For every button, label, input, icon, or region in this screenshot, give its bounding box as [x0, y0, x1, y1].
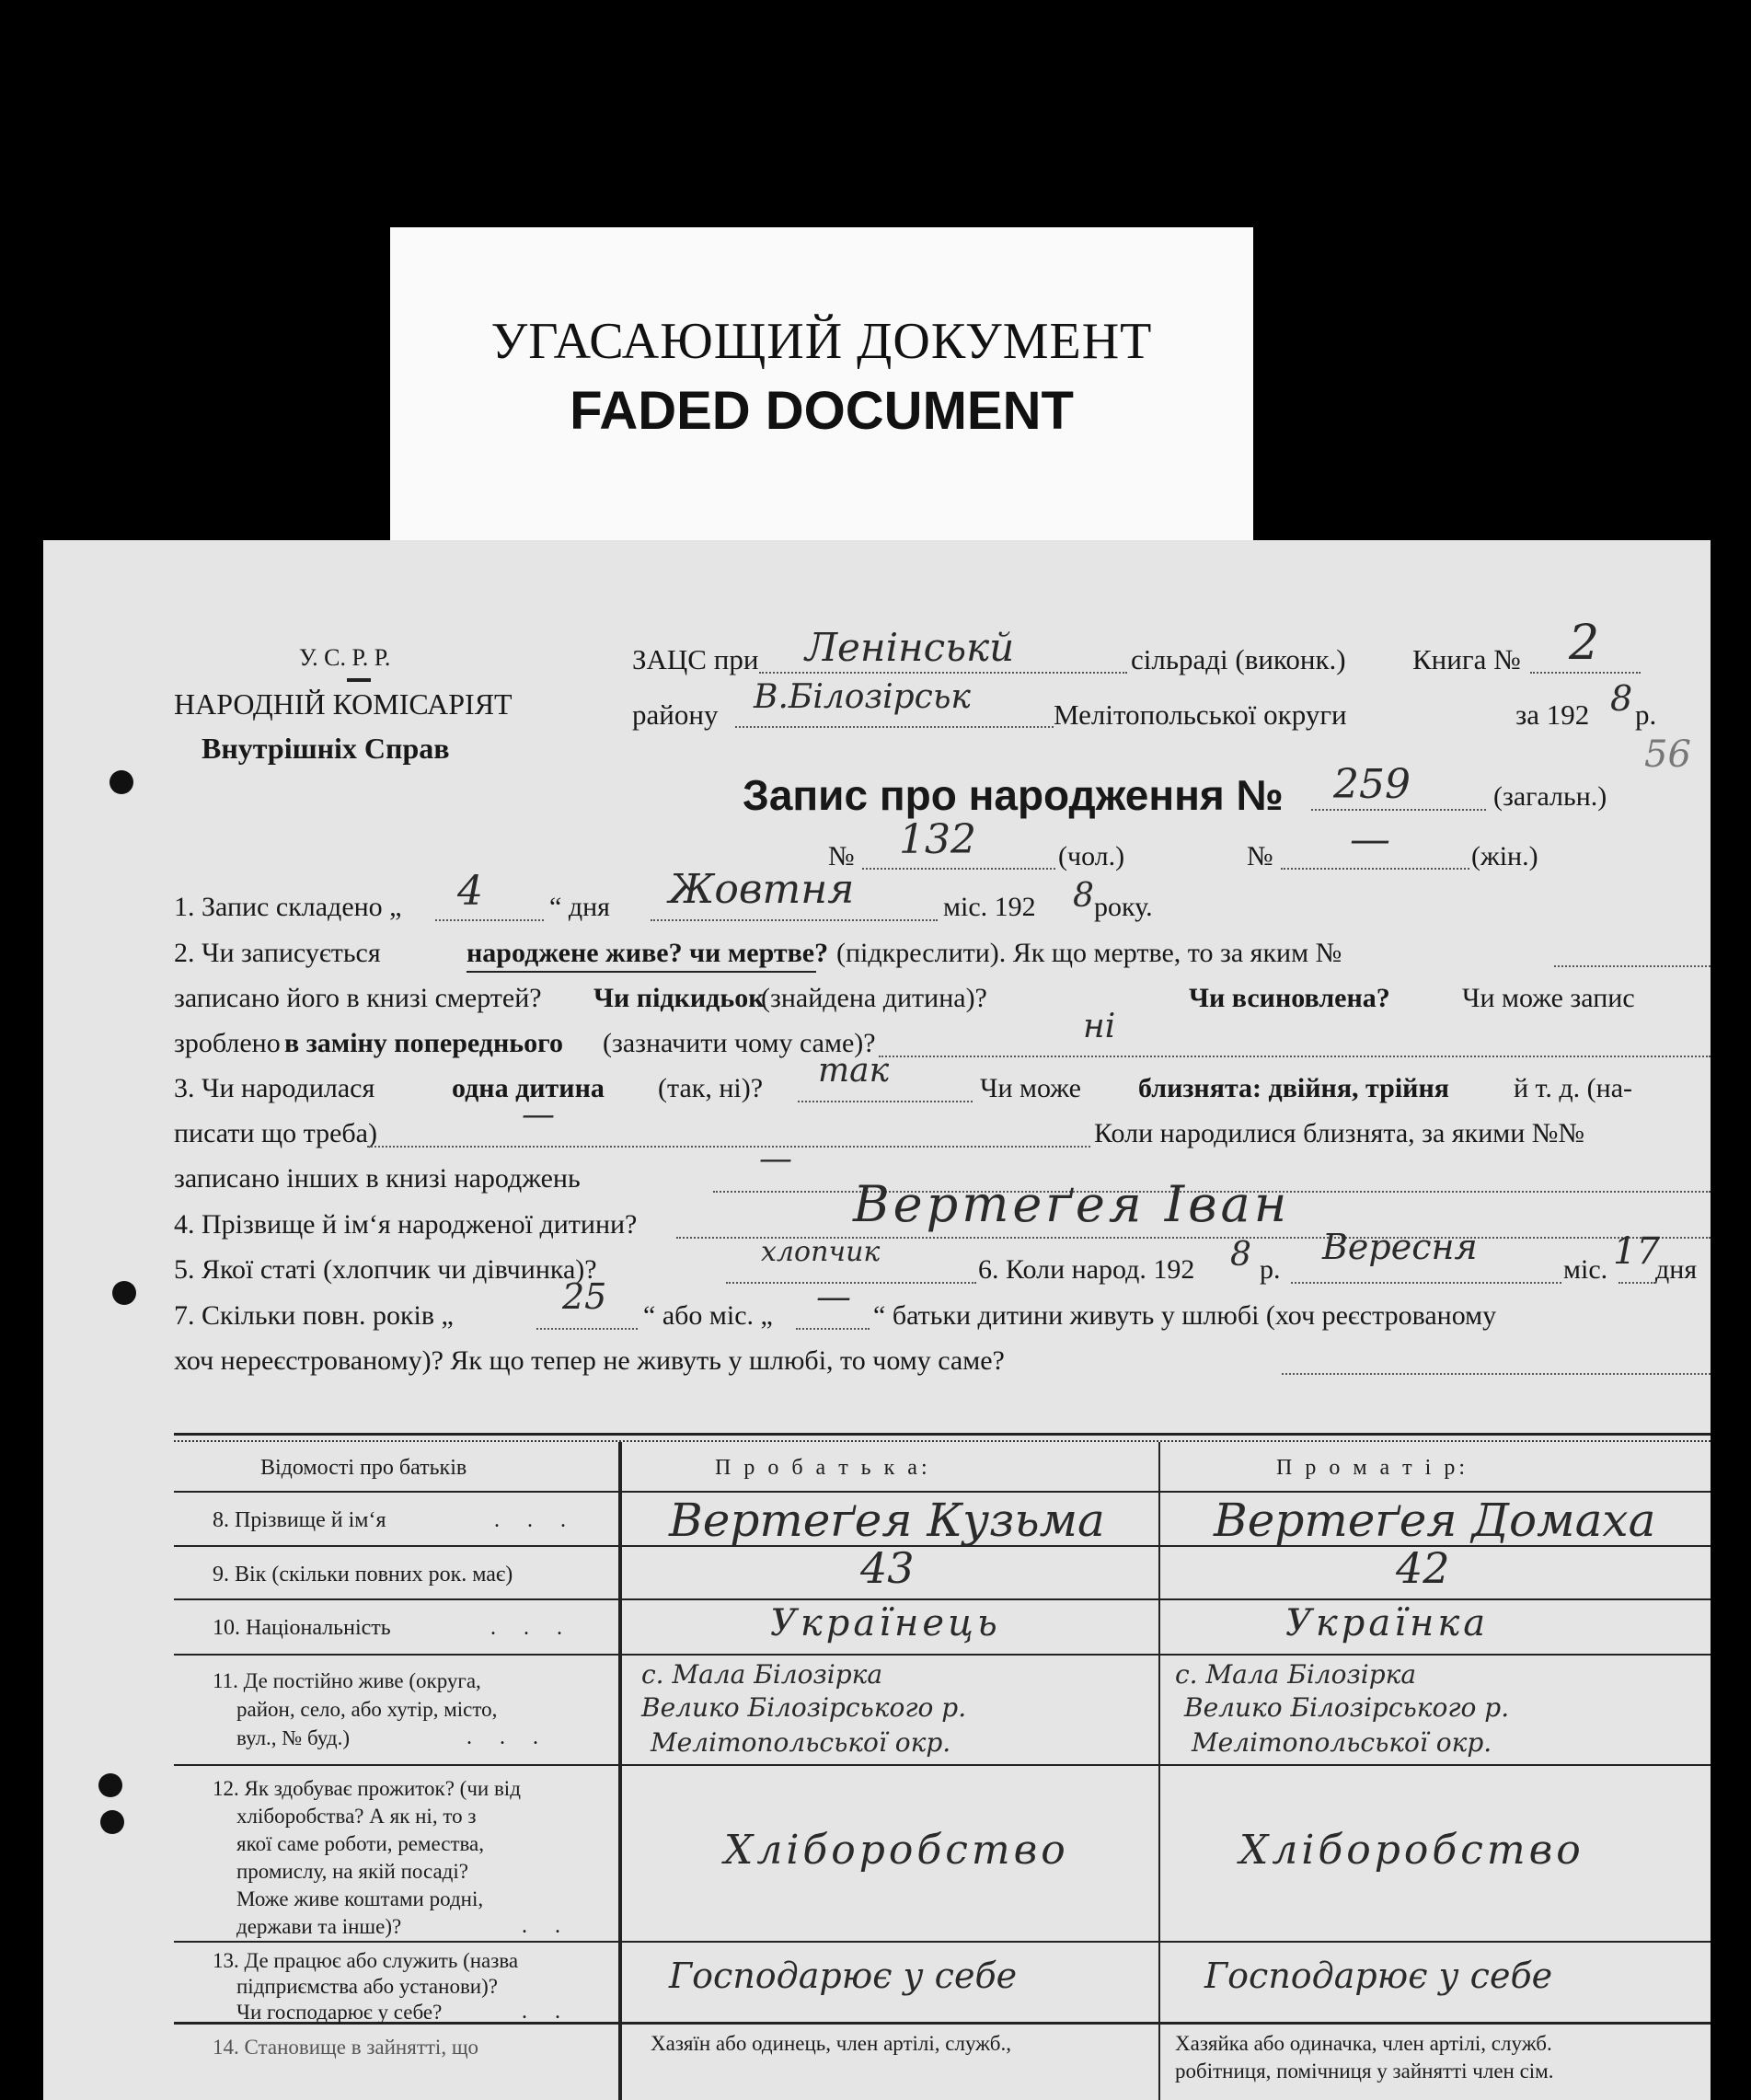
- row11-mother-3: Мелітопольської окр.: [1192, 1727, 1492, 1758]
- field1-label: 1. Запис складено „: [174, 892, 402, 922]
- row13-mother: Господарює у себе: [1204, 1956, 1553, 1996]
- field3-single: одна дитина: [452, 1073, 605, 1103]
- field6-r: р.: [1260, 1254, 1281, 1285]
- total-no-fill: [1311, 809, 1486, 811]
- field2-answer-fill: [879, 1056, 1711, 1057]
- punch-hole: [112, 1281, 136, 1305]
- field3-line2-answer: —: [522, 1096, 555, 1134]
- total-label: (загальн.): [1493, 781, 1607, 812]
- row9-label: 9. Вік (скільки повних рок. має): [213, 1563, 513, 1587]
- field3-line2-a: писати що треба): [174, 1118, 377, 1148]
- faded-document-label: [390, 227, 1253, 559]
- field2-adopted: Чи всиновлена?: [1189, 983, 1390, 1013]
- field2-line3-a: зроблено: [174, 1028, 281, 1058]
- book-fill: [1530, 672, 1641, 674]
- field5-label: 5. Якої статі (хлопчик чи дівчинка)?: [174, 1254, 597, 1285]
- field6-month-fill: [1291, 1282, 1561, 1284]
- district-prefix: району: [632, 698, 719, 731]
- field2-line2-e: Чи може запис: [1462, 983, 1635, 1013]
- table-row-rule: [174, 1598, 1711, 1600]
- field4-label: 4. Прізвище й ім‘я народженої дитини?: [174, 1209, 638, 1240]
- table-column-rule: [618, 1442, 622, 2100]
- field7-text-b: “ або міс. „: [643, 1300, 773, 1331]
- field3-answer: так: [818, 1052, 890, 1090]
- field6-label: 6. Коли народ. 192: [978, 1254, 1195, 1285]
- row13-label-2: підприємства або установи)?: [236, 1975, 498, 1998]
- field3-line3-a: записано інших в книзі народжень: [174, 1163, 581, 1194]
- table-rule: [174, 1440, 1711, 1442]
- field1-day-fill: [435, 919, 544, 921]
- field1-year: 8: [1073, 877, 1094, 915]
- field7-years-fill: [536, 1328, 638, 1330]
- punch-hole: [109, 770, 133, 794]
- female-no-fill: [1281, 868, 1469, 870]
- row11-label-3: вул., № буд.): [236, 1726, 350, 1749]
- year-value: 8: [1610, 678, 1633, 719]
- row12-label-1: 12. Як здобуває прожиток? (чи від: [213, 1777, 521, 1800]
- field7-years: 25: [562, 1276, 607, 1317]
- department: Внутрішніх Справ: [202, 732, 450, 765]
- row9-mother: 42: [1396, 1543, 1450, 1593]
- field7-months: —: [816, 1276, 851, 1317]
- field1-day: 4: [457, 868, 483, 915]
- table-row-rule: [174, 1654, 1711, 1656]
- field2-line3-c: (зазначити чому саме)?: [603, 1028, 876, 1058]
- table-row-rule: [174, 1941, 1711, 1943]
- divider: [347, 678, 371, 682]
- row12-label-6: держави та інше)?: [236, 1915, 402, 1938]
- row10-mother: Українка: [1285, 1602, 1490, 1644]
- total-number: 259: [1333, 761, 1411, 808]
- book-label: Книга №: [1412, 643, 1521, 675]
- field3-maybe: Чи може: [980, 1073, 1081, 1103]
- year-prefix: за 192: [1515, 698, 1590, 731]
- field7-line2: хоч нереєстрованому)? Як що тепер не живуть у шлюбі, то чому саме?: [174, 1345, 1005, 1376]
- punch-hole: [100, 1810, 124, 1834]
- field2-line2-c: (знайдена дитина)?: [761, 983, 987, 1013]
- row12-label-2: хліборобства? А як ні, то з: [236, 1805, 477, 1828]
- row12-label-4: промислу, на якій посаді?: [236, 1860, 468, 1883]
- corner-number: 56: [1644, 733, 1691, 776]
- book-value: 2: [1569, 616, 1600, 671]
- field1-month: Жовтня: [669, 866, 855, 913]
- field2-label: 2. Чи записується: [174, 938, 381, 968]
- field6-dnia: дня: [1655, 1254, 1698, 1285]
- table-header-father: П р о б а т ь к а:: [715, 1456, 931, 1480]
- underline: [467, 971, 816, 973]
- district-value: В.Білозірськ: [754, 678, 971, 716]
- row11-label-1: 11. Де постійно живе (округа,: [213, 1669, 481, 1692]
- row11-mother-2: Велико Білозірського р.: [1184, 1692, 1510, 1723]
- field7-text-c: “ батьки дитини живуть у шлюбі (хоч реєстрованому: [873, 1300, 1497, 1331]
- commissariat: НАРОДНІЙ КОМІСАРІЯТ: [174, 687, 513, 721]
- field1-year-prefix: міс. 192: [943, 892, 1036, 922]
- row13-label-3: Чи господарює у себе?: [236, 2001, 443, 2024]
- male-no-fill: [862, 868, 1055, 870]
- field3-line2-b: Коли народилися близнята, за якими №№: [1094, 1118, 1585, 1148]
- punch-hole: [98, 1773, 122, 1797]
- field1-roku: року.: [1094, 892, 1153, 922]
- council-suffix: сільраді (виконк.): [1131, 643, 1346, 675]
- field2-death-fill: [1554, 965, 1711, 967]
- row12-father: Хліборобство: [724, 1827, 1069, 1874]
- field6-day: 17: [1613, 1230, 1660, 1273]
- field2-alive-dead: народжене живе? чи мертве?: [467, 938, 829, 968]
- field5-fill: [726, 1282, 976, 1284]
- row8-dots: . . .: [494, 1508, 577, 1532]
- zags-prefix: ЗАЦС при: [632, 643, 759, 675]
- label-russian: УГАСАЮЩИЙ ДОКУМЕНТ: [490, 313, 1153, 370]
- okrug: Мелітопольської округи: [1054, 698, 1347, 731]
- zags-value: Ленінськй: [805, 625, 1015, 670]
- row14-mother-2: робітниця, помічниця у зайнятті член сім.: [1175, 2060, 1554, 2083]
- field1-dnia: “ дня: [549, 892, 610, 922]
- field3-etc: й т. д. (на-: [1514, 1073, 1633, 1103]
- row14-mother-1: Хазяйка або одиначка, член артілі, служб.: [1175, 2032, 1552, 2055]
- field3-label: 3. Чи народилася: [174, 1073, 375, 1103]
- table-header-info: Відомості про батьків: [260, 1456, 467, 1480]
- field2-foundling: Чи підкидьок: [593, 983, 765, 1013]
- table-row-rule: [174, 1764, 1711, 1766]
- row11-label-2: район, село, або хутір, місто,: [236, 1698, 498, 1721]
- table-rule: [174, 1433, 1711, 1436]
- male-label: (чол.): [1058, 841, 1125, 871]
- female-no-sign: №: [1247, 841, 1273, 871]
- row8-mother: Вертеґея Домаха: [1214, 1494, 1656, 1547]
- table-header-rule: [174, 1491, 1711, 1493]
- field3-answer-fill: [798, 1101, 973, 1102]
- field7-months-fill: [796, 1328, 870, 1330]
- row14-label: 14. Становище в зайнятті, що: [213, 2036, 479, 2059]
- row10-label: 10. Національність: [213, 1616, 391, 1640]
- row10-dots: . . .: [490, 1616, 573, 1640]
- birth-record-form: [43, 540, 1711, 2100]
- female-number: —: [1350, 816, 1390, 863]
- row11-mother-1: с. Мала Білозірка: [1175, 1659, 1417, 1690]
- year-suffix: р.: [1635, 698, 1657, 731]
- field3-line2-fill: [367, 1146, 1090, 1148]
- row9-father: 43: [860, 1543, 915, 1593]
- field2-line2-a: записано його в книзі смертей?: [174, 983, 542, 1013]
- field7-line2-fill: [1282, 1373, 1711, 1375]
- table-header-mother: П р о м а т і р:: [1276, 1456, 1469, 1480]
- district-fill: [735, 726, 1054, 728]
- male-number: 132: [899, 816, 976, 863]
- row12-mother: Хліборобство: [1239, 1827, 1584, 1874]
- row8-father: Вертеґея Кузьма: [669, 1494, 1105, 1547]
- row13-father: Господарює у себе: [669, 1956, 1018, 1996]
- field4-child-name: Вертеґея Іван: [853, 1175, 1291, 1233]
- row13-dots: . .: [522, 2000, 571, 2024]
- field6-mis: міс.: [1563, 1254, 1608, 1285]
- row12-dots: . .: [522, 1914, 571, 1938]
- field6-month: Вересня: [1322, 1227, 1478, 1267]
- row11-dots: . . .: [467, 1725, 549, 1749]
- field5-sex: хлопчик: [761, 1236, 881, 1268]
- field2-answer: ні: [1083, 1008, 1116, 1045]
- female-label: (жін.): [1471, 841, 1538, 871]
- record-title: Запис про народження №: [743, 771, 1284, 819]
- row11-father-3: Мелітопольської окр.: [651, 1727, 951, 1758]
- row13-label-1: 13. Де працює або служить (назва: [213, 1949, 519, 1972]
- row12-label-5: Може живе коштами родні,: [236, 1887, 484, 1910]
- field3-line3-answer: —: [759, 1140, 792, 1178]
- zags-fill: [759, 672, 1127, 674]
- field2-text: (підкреслити). Як що мертве, то за яким №: [836, 938, 1342, 968]
- male-no-sign: №: [828, 841, 855, 871]
- row10-father: Українець: [770, 1602, 1001, 1644]
- field2-replacement: в заміну попереднього: [284, 1028, 564, 1058]
- label-english: FADED DOCUMENT: [570, 381, 1074, 441]
- field1-month-fill: [651, 919, 938, 921]
- row14-father-1: Хазяїн або одинець, член артілі, служб.,: [651, 2032, 1011, 2055]
- table-column-rule: [1158, 1442, 1160, 2100]
- field7-label: 7. Скільки повн. років „: [174, 1300, 454, 1331]
- row11-father-2: Велико Білозірського р.: [641, 1692, 967, 1723]
- field6-day-fill: [1619, 1282, 1655, 1284]
- row11-father-1: с. Мала Білозірка: [641, 1659, 883, 1690]
- field3-twins: близнята: двійня, трійня: [1138, 1073, 1449, 1103]
- row8-label: 8. Прізвище й ім‘я: [213, 1508, 386, 1532]
- row12-label-3: якої саме роботи, ремества,: [236, 1832, 485, 1855]
- ussr-abbrev: У. С. Р. Р.: [299, 644, 391, 671]
- field6-year: 8: [1230, 1236, 1251, 1274]
- field3-text: (так, ні)?: [658, 1073, 764, 1103]
